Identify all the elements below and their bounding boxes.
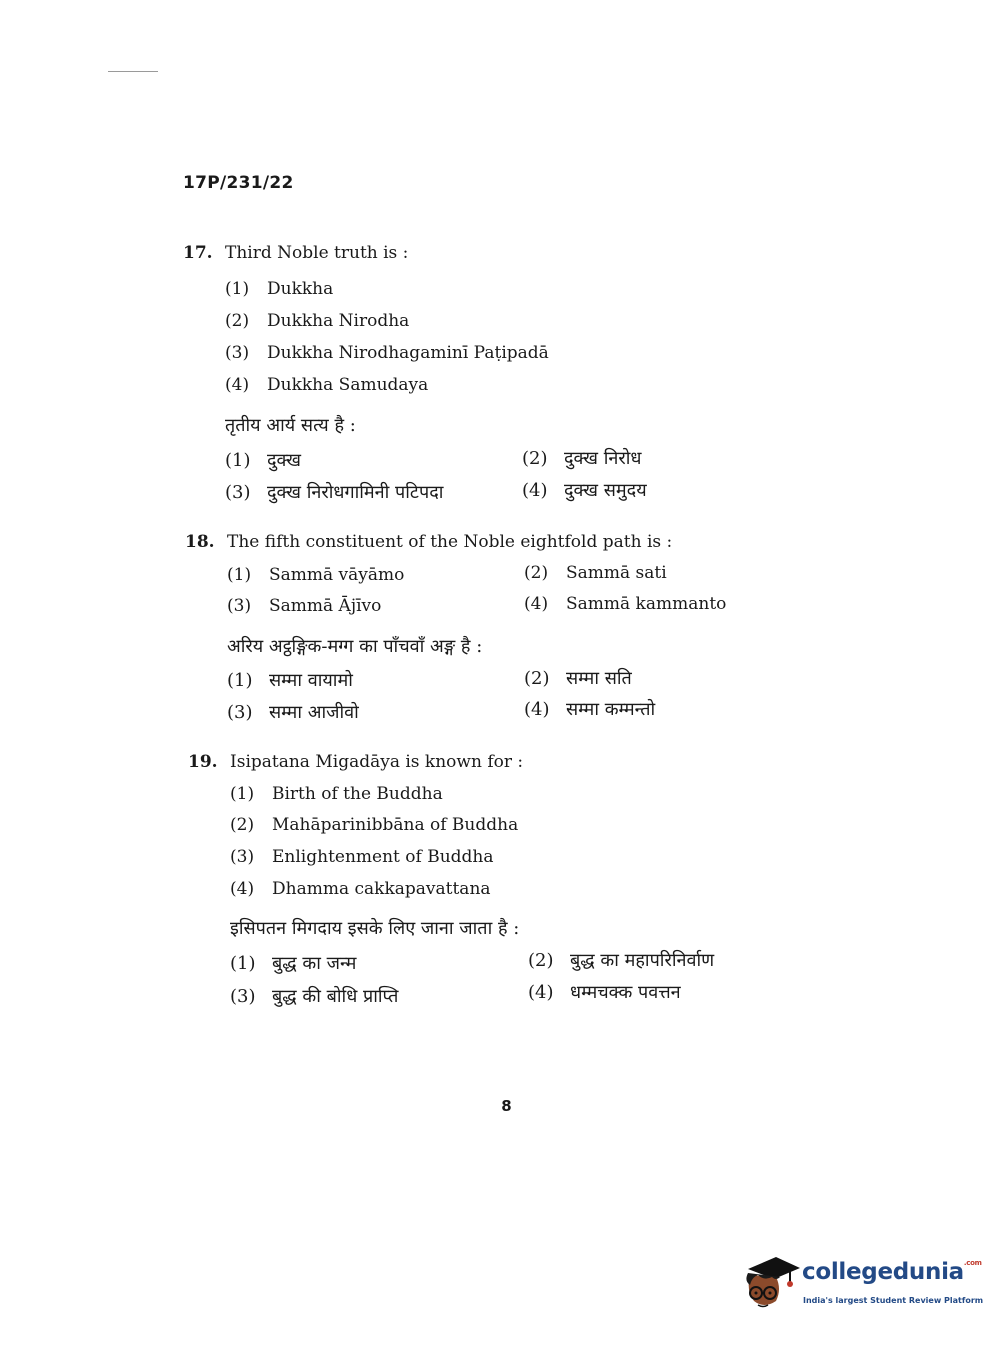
question-17 <box>183 243 408 263</box>
paper-code: 17P/231/22 <box>183 173 294 193</box>
q19-hindi-option-4: (4) धम्मचक्क पवत्तन <box>528 982 681 1003</box>
page-number: 8 <box>501 1097 512 1115</box>
q19-option-4: (4) Dhamma cakkapavattana <box>230 879 491 899</box>
q18-hindi-option-3: (3) सम्मा आजीवो <box>227 702 359 723</box>
q18-option-4: (4) Sammā kammanto <box>524 594 727 614</box>
question-number: 19. <box>188 752 218 772</box>
question-19 <box>188 752 523 772</box>
q17-hindi-option-3: (3) दुक्ख निरोधगामिनी पटिपदा <box>225 482 444 503</box>
q17-option-4: (4) Dukkha Samudaya <box>225 375 429 395</box>
question-text: The fifth constituent of the Noble eightfold path is : <box>227 532 673 552</box>
q19-option-1: (1) Birth of the Buddha <box>230 784 443 804</box>
question-text: Isipatana Migadāya is known for : <box>230 752 524 772</box>
q17-hindi-option-2: (2) दुक्ख निरोध <box>522 448 642 469</box>
logo-tagline: India's largest Student Review Platform <box>803 1296 984 1305</box>
q18-hindi-text: अरिय अट्ठङ्गिक-मग्ग का पाँचवाँ अङ्ग है : <box>227 636 483 657</box>
q18-hindi-option-1: (1) सम्मा वायामो <box>227 670 353 691</box>
q18-option-2: (2) Sammā sati <box>524 563 667 583</box>
top-rule <box>108 71 158 72</box>
question-18 <box>185 532 672 552</box>
q17-option-2: (2) Dukkha Nirodha <box>225 311 410 331</box>
logo-suffix: .com <box>963 1259 982 1267</box>
q18-hindi-option-2: (2) सम्मा सति <box>524 668 632 689</box>
q17-option-3: (3) Dukkha Nirodhagaminī Paṭipadā <box>225 343 549 363</box>
collegedunia-logo <box>742 1251 984 1317</box>
mascot-icon <box>742 1251 800 1317</box>
q17-hindi-option-4: (4) दुक्ख समुदय <box>522 480 647 501</box>
q17-hindi-text: तृतीय आर्य सत्य है : <box>225 415 356 436</box>
question-number: 18. <box>185 532 215 552</box>
q19-option-3: (3) Enlightenment of Buddha <box>230 847 494 867</box>
q19-hindi-text: इसिपतन मिगदाय इसके लिए जाना जाता है : <box>230 918 520 939</box>
q19-option-2: (2) Mahāparinibbāna of Buddha <box>230 815 519 835</box>
q19-hindi-option-1: (1) बुद्ध का जन्म <box>230 953 357 974</box>
question-number: 17. <box>183 243 213 263</box>
q17-option-1: (1) Dukkha <box>225 279 334 299</box>
logo-brand: collegedunia <box>802 1259 964 1285</box>
question-text: Third Noble truth is : <box>225 243 409 263</box>
q19-hindi-option-2: (2) बुद्ध का महापरिनिर्वाण <box>528 950 715 971</box>
q18-option-3: (3) Sammā Ājīvo <box>227 596 382 616</box>
q18-option-1: (1) Sammā vāyāmo <box>227 565 405 585</box>
q19-hindi-option-3: (3) बुद्ध की बोधि प्राप्ति <box>230 986 399 1007</box>
q17-hindi-option-1: (1) दुक्ख <box>225 450 301 471</box>
q18-hindi-option-4: (4) सम्मा कम्मन्तो <box>524 699 656 720</box>
